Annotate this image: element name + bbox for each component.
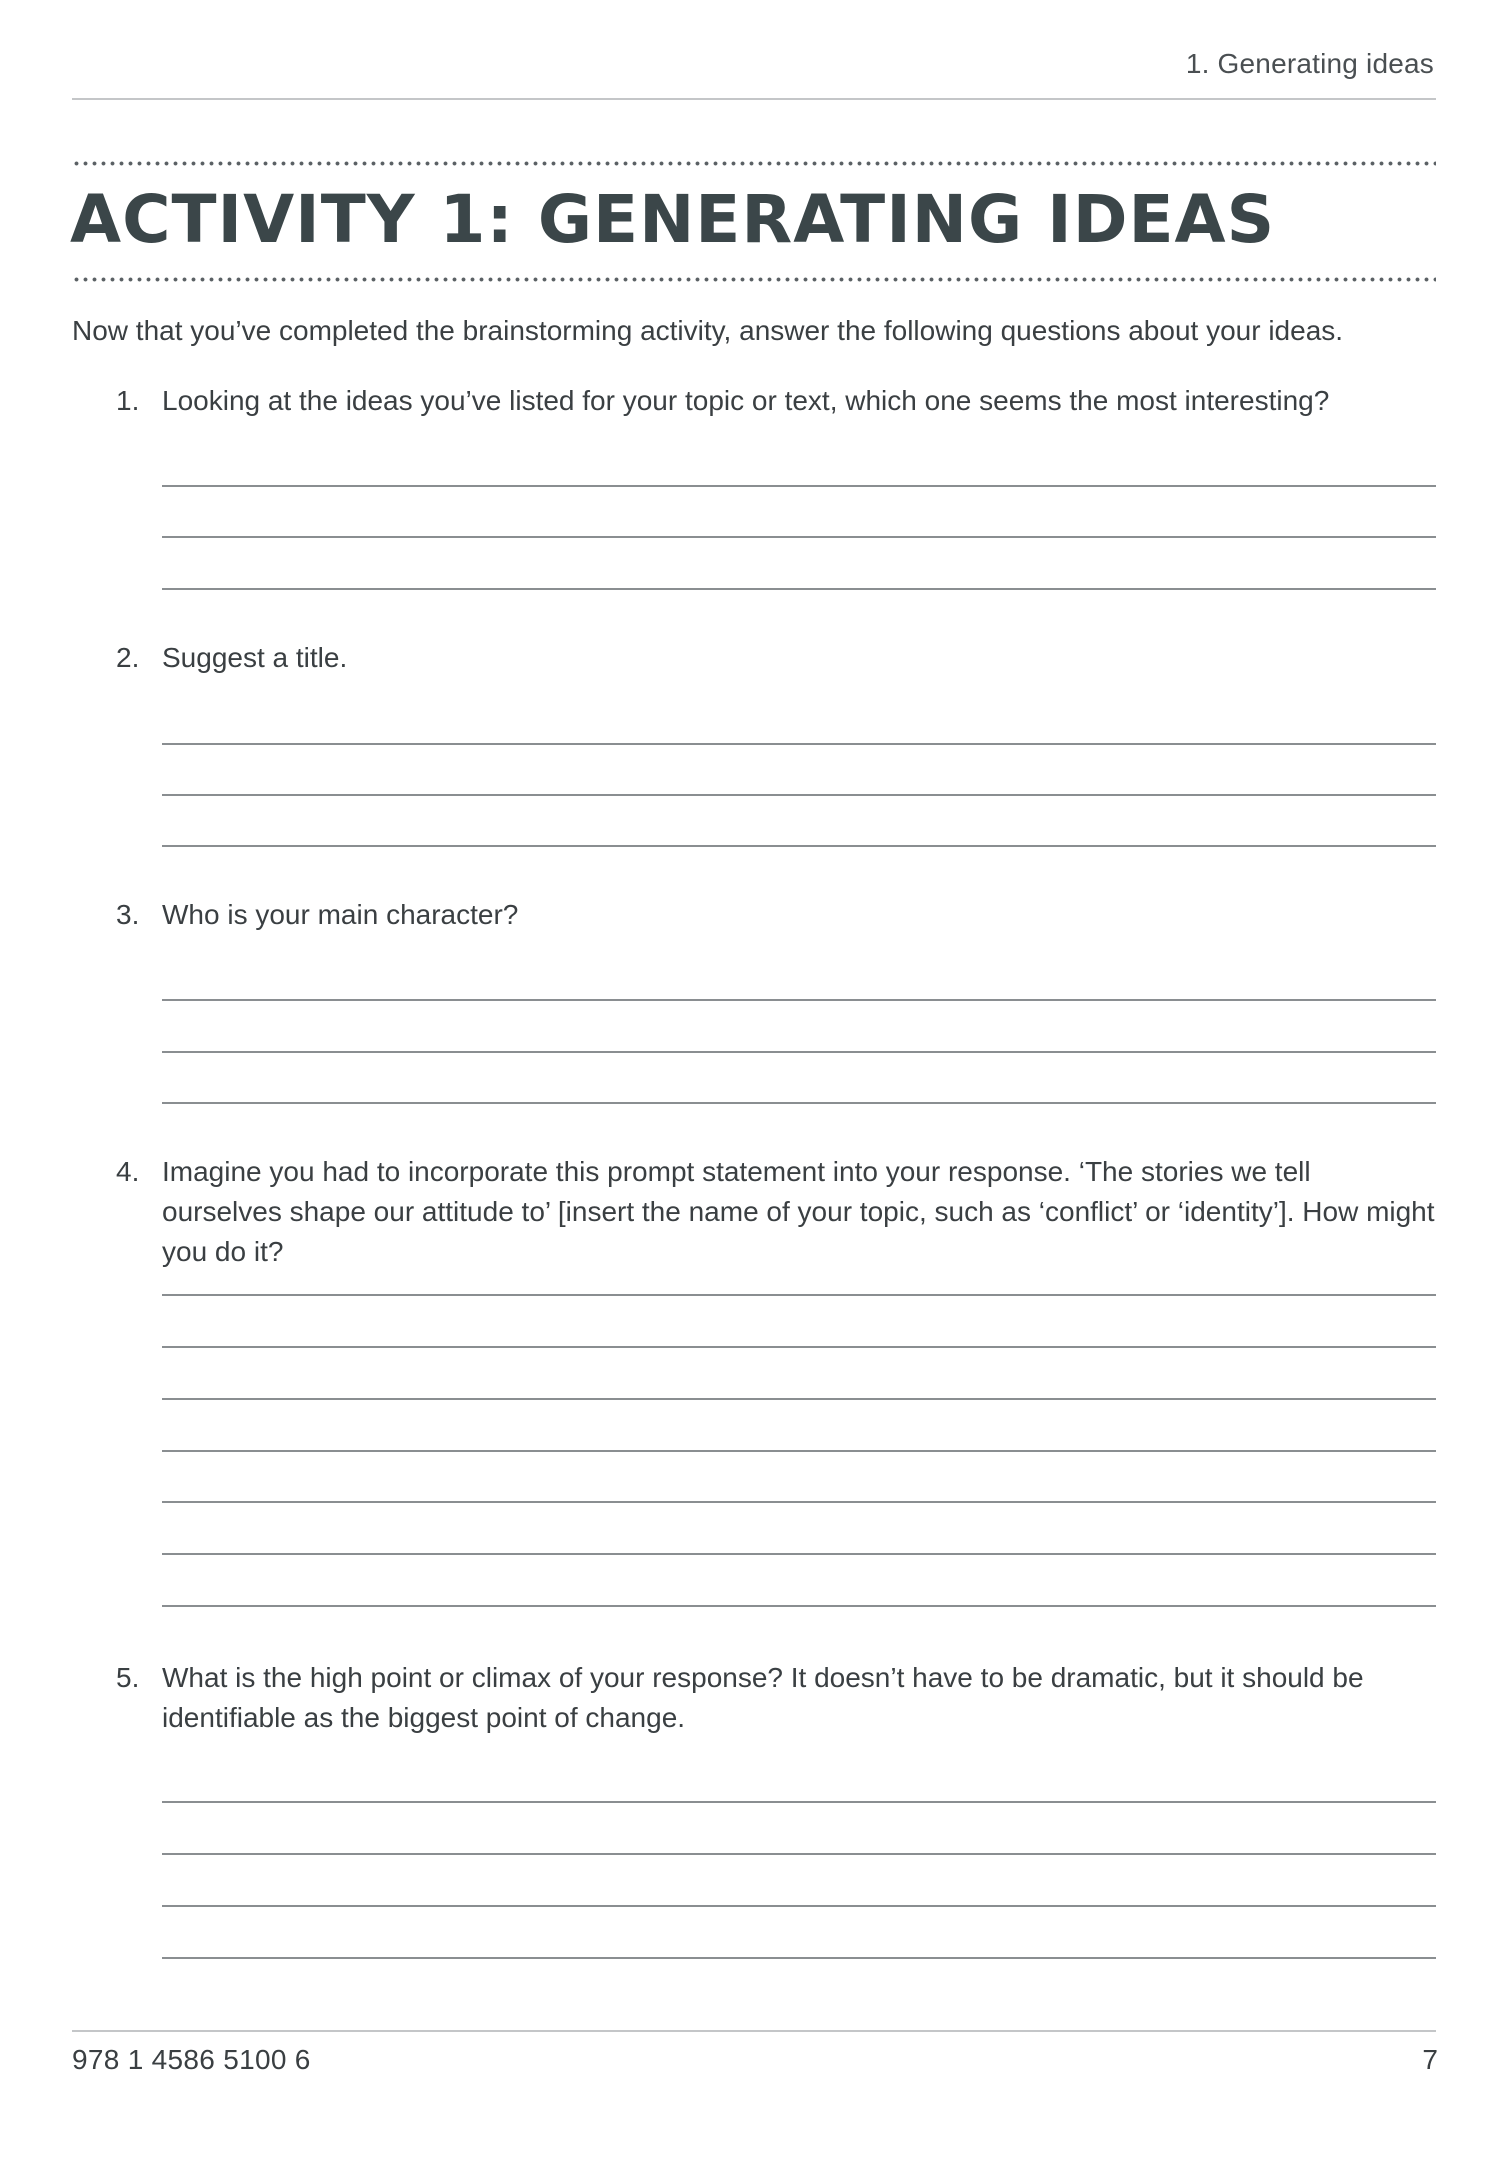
answer-line[interactable] bbox=[162, 1905, 1436, 1907]
question-5 bbox=[72, 1658, 1436, 1738]
answer-line[interactable] bbox=[162, 536, 1436, 538]
question-4-text: Imagine you had to incorporate this prompt statement into your response. ‘The stories we tell ourselves shape our attitude to’ [insert the name of your topic, such as ‘conflict’ or ‘identity’]. How might you do it? bbox=[162, 1156, 1435, 1267]
isbn: 978 1 4586 5100 6 bbox=[72, 2044, 311, 2075]
header-divider bbox=[72, 98, 1436, 100]
title-dotted-rule-top bbox=[72, 161, 1436, 166]
answer-line[interactable] bbox=[162, 845, 1436, 847]
intro-text: Now that you’ve completed the brainstorming activity, answer the following questions about your ideas. bbox=[72, 315, 1344, 346]
answer-line[interactable] bbox=[162, 1801, 1436, 1803]
answer-line[interactable] bbox=[162, 1605, 1436, 1607]
question-4-number: 4. bbox=[116, 1156, 140, 1187]
question-5-number: 5. bbox=[116, 1662, 140, 1693]
question-3-number: 3. bbox=[116, 899, 140, 930]
question-2-prompt bbox=[72, 638, 1436, 678]
answer-line[interactable] bbox=[162, 1853, 1436, 1855]
answer-line[interactable] bbox=[162, 794, 1436, 796]
answer-line[interactable] bbox=[162, 1051, 1436, 1053]
answer-line[interactable] bbox=[162, 1294, 1436, 1296]
answer-line[interactable] bbox=[162, 1450, 1436, 1452]
question-1-text: Looking at the ideas you’ve listed for your topic or text, which one seems the most interesting? bbox=[162, 385, 1330, 416]
answer-line[interactable] bbox=[162, 485, 1436, 487]
question-4 bbox=[72, 1152, 1436, 1272]
question-3-text: Who is your main character? bbox=[162, 899, 519, 930]
answer-line[interactable] bbox=[162, 1398, 1436, 1400]
question-1 bbox=[72, 381, 1436, 421]
question-1-prompt bbox=[72, 381, 1436, 421]
answer-line[interactable] bbox=[162, 588, 1436, 590]
question-3-prompt bbox=[72, 895, 1436, 935]
running-head: 1. Generating ideas bbox=[1185, 48, 1434, 79]
question-2-number: 2. bbox=[116, 642, 140, 673]
question-3 bbox=[72, 895, 1436, 935]
question-2 bbox=[72, 638, 1436, 678]
activity-title: ACTIVITY 1: GENERATING IDEAS bbox=[70, 181, 1276, 258]
answer-line[interactable] bbox=[162, 999, 1436, 1001]
answer-line[interactable] bbox=[162, 1501, 1436, 1503]
question-1-number: 1. bbox=[116, 385, 140, 416]
answer-line[interactable] bbox=[162, 1346, 1436, 1348]
question-5-prompt bbox=[72, 1658, 1436, 1738]
answer-line[interactable] bbox=[162, 743, 1436, 745]
page-number: 7 bbox=[1422, 2044, 1438, 2075]
title-dotted-rule-bottom bbox=[72, 277, 1436, 282]
answer-line[interactable] bbox=[162, 1553, 1436, 1555]
footer-divider bbox=[72, 2030, 1436, 2032]
question-5-text: What is the high point or climax of your response? It doesn’t have to be dramatic, but it should be identifiable as the biggest point of change. bbox=[162, 1662, 1364, 1733]
answer-line[interactable] bbox=[162, 1102, 1436, 1104]
answer-line[interactable] bbox=[162, 1957, 1436, 1959]
question-2-text: Suggest a title. bbox=[162, 642, 348, 673]
question-4-prompt bbox=[72, 1152, 1436, 1272]
